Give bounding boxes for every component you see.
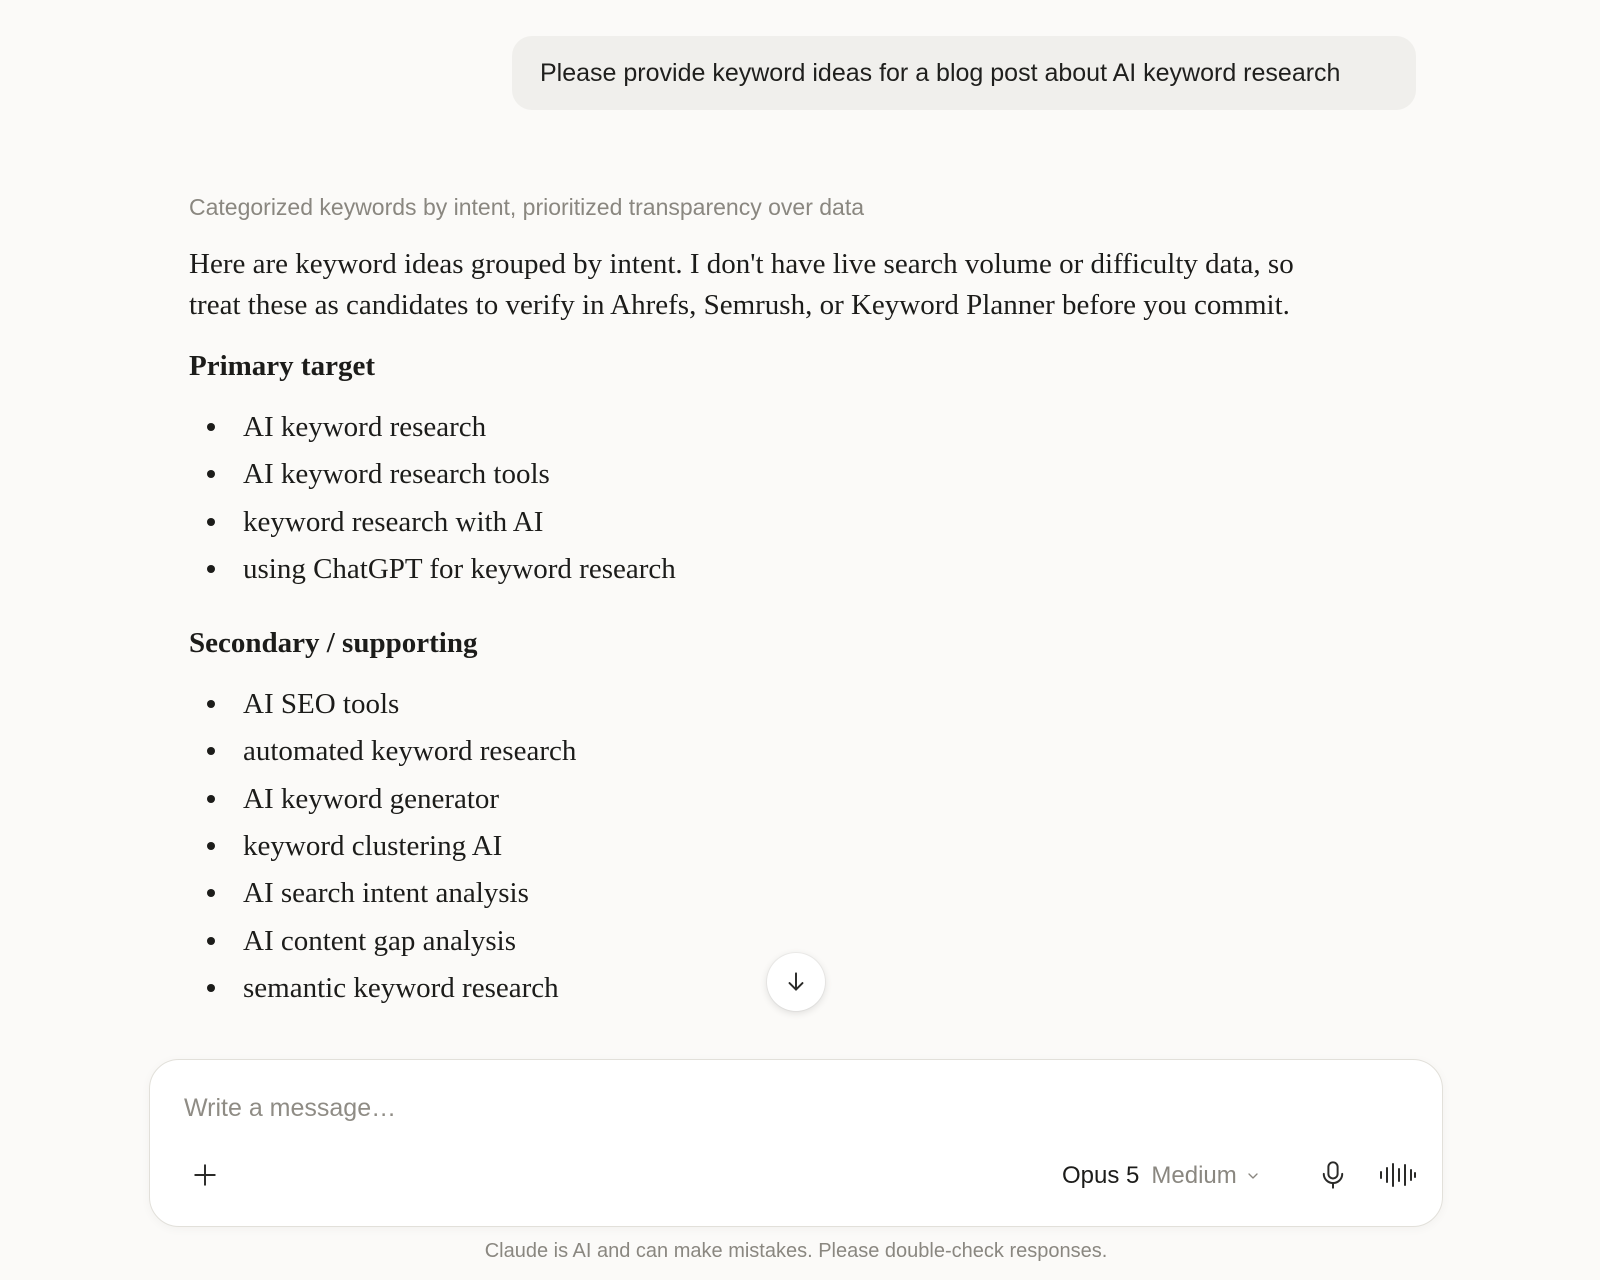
list-item-text: AI content gap analysis <box>243 924 517 957</box>
bullet-icon <box>207 842 215 850</box>
assistant-response <box>189 244 1349 1012</box>
list-item-text: keyword clustering AI <box>243 830 503 863</box>
model-name: Opus 5 <box>1062 1162 1140 1189</box>
microphone-icon <box>1319 1160 1347 1190</box>
user-message-bubble <box>512 36 1416 110</box>
user-message-text: Please provide keyword ideas for a blog post about AI keyword research <box>540 58 1341 87</box>
keyword-list-secondary <box>189 681 1349 1012</box>
list-item-text: using ChatGPT for keyword research <box>243 552 676 585</box>
disclaimer-text: Claude is AI and can make mistakes. Please double-check responses. <box>484 1240 1108 1262</box>
list-item <box>189 728 1349 775</box>
message-input[interactable] <box>184 1088 1384 1128</box>
section-heading-primary: Primary target <box>189 350 375 382</box>
list-item <box>189 404 1349 451</box>
thinking-summary[interactable]: Categorized keywords by intent, prioritized transparency over data <box>189 194 865 220</box>
list-item-text: AI SEO tools <box>243 688 400 721</box>
message-composer <box>149 1059 1443 1227</box>
bullet-icon <box>207 984 215 992</box>
bullet-icon <box>207 889 215 897</box>
section-heading-secondary: Secondary / supporting <box>189 627 478 660</box>
list-item <box>189 823 1349 870</box>
list-item-text: semantic keyword research <box>243 971 559 1004</box>
list-item-text: AI keyword research <box>243 411 487 443</box>
list-item-text: AI keyword research tools <box>243 458 550 491</box>
list-item <box>189 451 1349 498</box>
arrow-down-icon <box>783 969 809 995</box>
list-item <box>189 546 1349 593</box>
bullet-icon <box>207 518 215 526</box>
bullet-icon <box>207 747 215 755</box>
list-item-text: automated keyword research <box>243 735 577 768</box>
plus-icon <box>192 1162 218 1188</box>
list-item <box>189 870 1349 917</box>
bullet-icon <box>207 565 215 573</box>
scroll-to-bottom-button[interactable] <box>767 953 825 1011</box>
keyword-list-primary <box>189 404 1349 593</box>
model-selector[interactable] <box>1062 1156 1261 1196</box>
bullet-icon <box>207 795 215 803</box>
response-intro: Here are keyword ideas grouped by intent. I don't have live search volume or difficulty data, so treat these as candidates to verify in Ahrefs, Semrush, or Keyword Planner before you commit. <box>189 248 1294 321</box>
list-item-text: AI keyword generator <box>243 782 500 815</box>
bullet-icon <box>207 470 215 478</box>
effort-level: Medium <box>1151 1162 1237 1189</box>
bullet-icon <box>207 423 215 431</box>
voice-input-button[interactable] <box>1312 1154 1354 1196</box>
bullet-icon <box>207 700 215 708</box>
voice-waveform-icon <box>1379 1161 1417 1189</box>
bullet-icon <box>207 937 215 945</box>
chevron-down-icon <box>1245 1168 1261 1184</box>
list-item <box>189 918 1349 965</box>
list-item-text: AI search intent analysis <box>243 877 529 910</box>
voice-mode-button[interactable] <box>1374 1154 1422 1196</box>
attach-button[interactable] <box>184 1154 226 1196</box>
list-item-text: keyword research with AI <box>243 505 544 538</box>
list-item <box>189 776 1349 823</box>
list-item <box>189 499 1349 546</box>
list-item <box>189 681 1349 728</box>
